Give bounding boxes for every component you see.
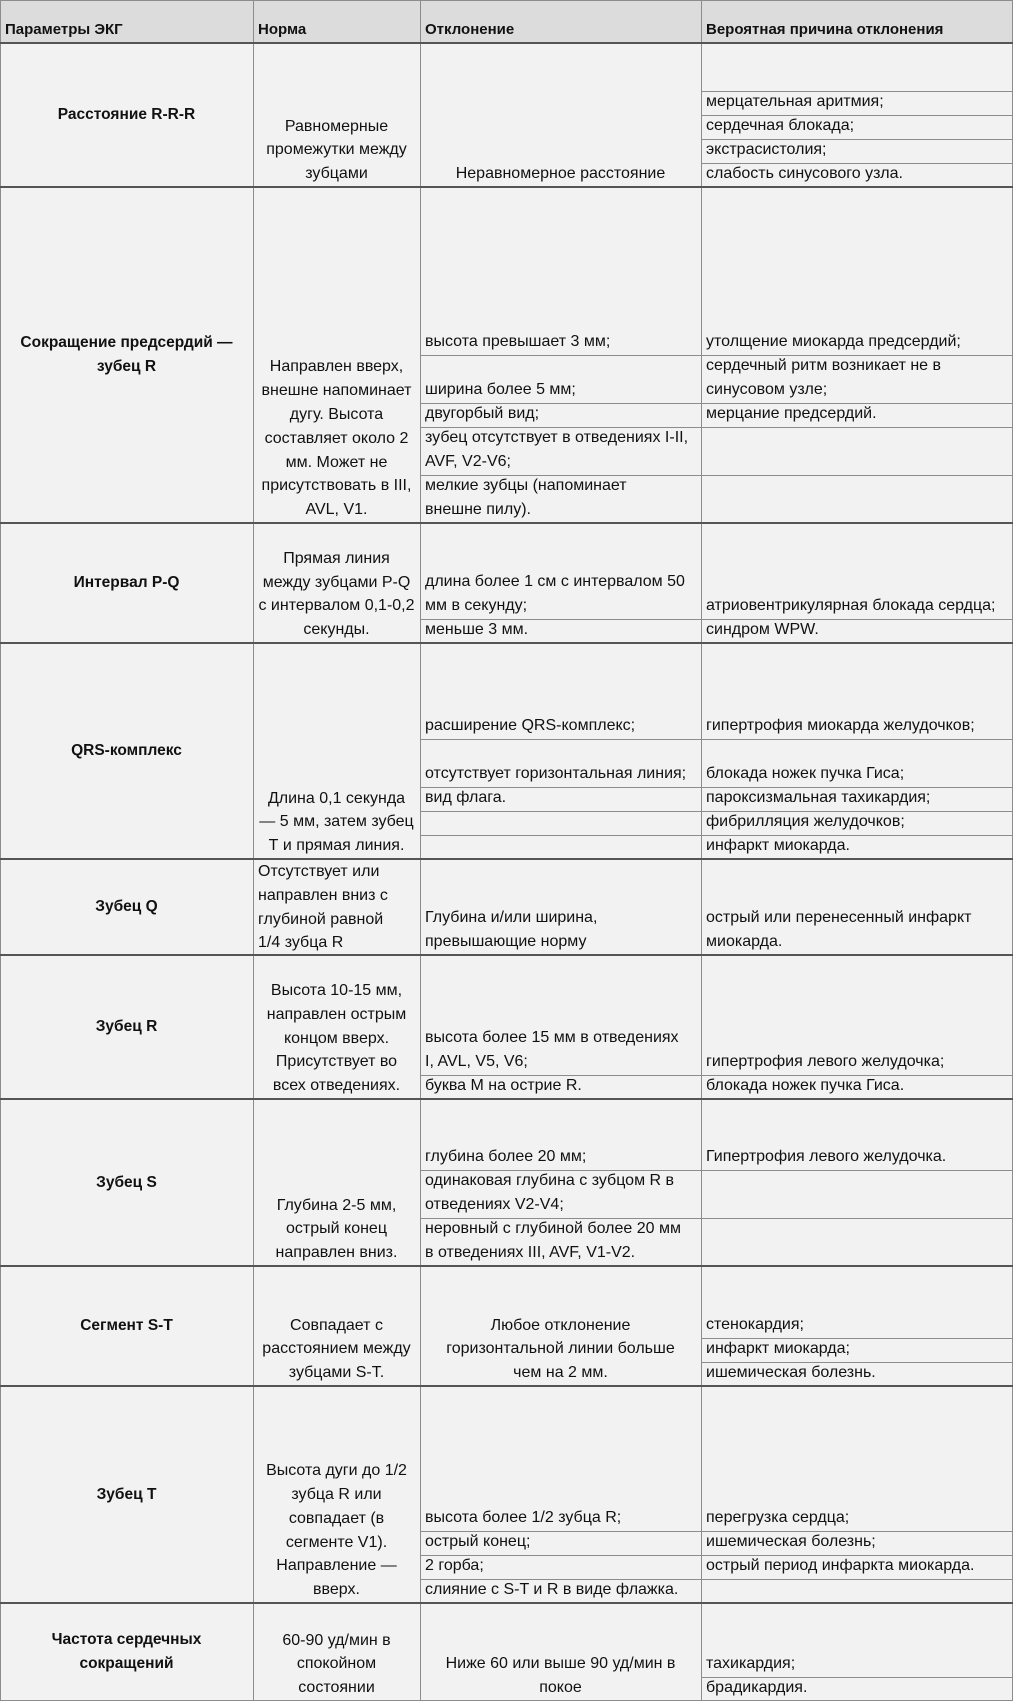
- grid-line: [701, 475, 1013, 476]
- grid-line: [701, 1170, 1013, 1171]
- grid-line: [420, 1579, 701, 1580]
- grid-line: [701, 115, 1013, 116]
- grid-line: [0, 858, 1013, 860]
- cause-item: острый период инфаркта миокарда.: [701, 1555, 1013, 1579]
- grid-line: [701, 1677, 1013, 1678]
- cause-item: пароксизмальная тахикардия;: [701, 787, 1013, 811]
- deviation-item: отсутствует горизонтальная линия;: [420, 739, 701, 787]
- deviation-item: глубина более 20 мм;: [420, 1099, 701, 1170]
- cause-blank: [701, 427, 1013, 475]
- grid-line: [0, 1265, 1013, 1267]
- deviation-item: Неравномерное расстояние: [420, 43, 701, 187]
- cause-item: ишемическая болезнь;: [701, 1531, 1013, 1555]
- cause-item: атриовентрикулярная блокада сердца;: [701, 523, 1013, 619]
- cause-item: слабость синусового узла.: [701, 163, 1013, 187]
- param-cell: QRS-комплекс: [0, 643, 253, 859]
- grid-line: [420, 1075, 701, 1076]
- deviation-item: меньше 3 мм.: [420, 619, 701, 643]
- grid-line: [701, 1362, 1013, 1363]
- cause-item: инфаркт миокарда.: [701, 835, 1013, 859]
- grid-line: [420, 403, 701, 404]
- grid-line: [701, 91, 1013, 92]
- grid-line: [701, 403, 1013, 404]
- header-cause-label: Вероятная причина отклонения: [706, 21, 944, 39]
- grid-line: [0, 642, 1013, 644]
- grid-line: [701, 739, 1013, 740]
- header-norm-label: Норма: [258, 21, 307, 39]
- deviation-item: высота более 15 мм в отведениях I, AVL, V5, V6;: [420, 955, 701, 1075]
- deviation-item: расширение QRS-комплекс;: [420, 643, 701, 739]
- deviation-item: высота более 1/2 зубца R;: [420, 1386, 701, 1531]
- grid-line: [701, 1075, 1013, 1076]
- grid-line: [701, 355, 1013, 356]
- grid-line: [0, 42, 1013, 44]
- cause-item: синдром WPW.: [701, 619, 1013, 643]
- norm-cell: Глубина 2-5 мм, острый конец направлен вниз.: [253, 1099, 420, 1266]
- grid-line: [701, 1579, 1013, 1580]
- cause-item: брадикардия.: [701, 1677, 1013, 1701]
- cause-item: перегрузка сердца;: [701, 1386, 1013, 1531]
- grid-line: [701, 139, 1013, 140]
- header-norm: [253, 0, 420, 43]
- norm-cell: Направлен вверх, внешне напоминает дугу. Высота составляет около 2 мм. Может не присутствовать в III, AVL, V1.: [253, 187, 420, 523]
- grid-line: [420, 787, 701, 788]
- header-param-label: Параметры ЭКГ: [5, 21, 123, 39]
- deviation-item: Ниже 60 или выше 90 уд/мин в покое: [420, 1603, 701, 1701]
- deviation-item: слияние с S-T и R в виде флажка.: [420, 1579, 701, 1603]
- grid-line: [420, 1218, 701, 1219]
- header-cause: [701, 0, 1013, 43]
- deviation-blank: [420, 811, 701, 835]
- cause-item: стенокардия;: [701, 1266, 1013, 1338]
- deviation-item: Любое отклонение горизонтальной линии больше чем на 2 мм.: [420, 1266, 701, 1386]
- deviation-item: 2 горба;: [420, 1555, 701, 1579]
- deviation-item: буква М на острие R.: [420, 1075, 701, 1099]
- grid-line: [420, 811, 701, 812]
- grid-line: [0, 522, 1013, 524]
- deviation-blank: [420, 835, 701, 859]
- cause-blank: [701, 1170, 1013, 1218]
- grid-line: [701, 835, 1013, 836]
- cause-item: тахикардия;: [701, 1603, 1013, 1677]
- grid-line: [0, 0, 1, 1701]
- grid-line: [701, 787, 1013, 788]
- param-cell: Частота сердечных сокращений: [0, 1603, 253, 1701]
- param-cell: Зубец S: [0, 1099, 253, 1266]
- deviation-item: Глубина и/или ширина, превышающие норму: [420, 859, 701, 955]
- grid-line: [420, 427, 701, 428]
- norm-cell: Высота 10-15 мм, направлен острым концом вверх. Присутствует во всех отведениях.: [253, 955, 420, 1099]
- param-cell: Зубец T: [0, 1386, 253, 1603]
- cause-item: блокада ножек пучка Гиса.: [701, 1075, 1013, 1099]
- grid-line: [701, 811, 1013, 812]
- cause-blank: [701, 1218, 1013, 1266]
- grid-line: [701, 619, 1013, 620]
- cause-blank: [701, 43, 1013, 91]
- deviation-item: острый конец;: [420, 1531, 701, 1555]
- grid-line: [420, 835, 701, 836]
- norm-cell: Равномерные промежутки между зубцами: [253, 43, 420, 187]
- deviation-item: вид флага.: [420, 787, 701, 811]
- deviation-item: высота превышает 3 мм;: [420, 187, 701, 355]
- param-cell: Расстояние R-R-R: [0, 43, 253, 187]
- cause-item: сердечный ритм возникает не в синусовом узле;: [701, 355, 1013, 403]
- norm-cell: 60-90 уд/мин в спокойном состоянии: [253, 1603, 420, 1701]
- grid-line: [0, 186, 1013, 188]
- grid-line: [701, 1218, 1013, 1219]
- grid-line: [701, 0, 702, 1701]
- cause-item: мерцание предсердий.: [701, 403, 1013, 427]
- cause-blank: [701, 1579, 1013, 1603]
- cause-item: гипертрофия левого желудочка;: [701, 955, 1013, 1075]
- grid-line: [701, 1338, 1013, 1339]
- deviation-item: ширина более 5 мм;: [420, 355, 701, 403]
- deviation-item: неровный с глубиной более 20 мм в отведениях III, AVF, V1-V2.: [420, 1218, 701, 1266]
- norm-cell: Высота дуги до 1/2 зубца R или совпадает (в сегменте V1). Направление — вверх.: [253, 1386, 420, 1603]
- cause-item: острый или перенесенный инфаркт миокарда.: [701, 859, 1013, 955]
- grid-line: [420, 1531, 701, 1532]
- grid-line: [0, 1602, 1013, 1604]
- cause-item: мерцательная аритмия;: [701, 91, 1013, 115]
- norm-cell: Длина 0,1 секунда — 5 мм, затем зубец Т и прямая линия.: [253, 643, 420, 859]
- grid-line: [420, 1555, 701, 1556]
- grid-line: [0, 1385, 1013, 1387]
- grid-line: [253, 0, 254, 1701]
- deviation-item: двугорбый вид;: [420, 403, 701, 427]
- grid-line: [0, 1098, 1013, 1100]
- norm-cell: Совпадает с расстоянием между зубцами S-T.: [253, 1266, 420, 1386]
- norm-cell: Прямая линия между зубцами P-Q с интервалом 0,1-0,2 секунды.: [253, 523, 420, 643]
- grid-line: [420, 1170, 701, 1171]
- cause-item: сердечная блокада;: [701, 115, 1013, 139]
- grid-line: [420, 475, 701, 476]
- header-param: [0, 0, 253, 43]
- grid-line: [701, 427, 1013, 428]
- param-cell: Интервал P-Q: [0, 523, 253, 643]
- deviation-item: мелкие зубцы (напоминает внешне пилу).: [420, 475, 701, 523]
- grid-line: [0, 0, 1013, 1]
- cause-item: экстрасистолия;: [701, 139, 1013, 163]
- param-cell: Сокращение предсердий — зубец R: [0, 187, 253, 523]
- norm-cell: Отсутствует или направлен вниз с глубиной равной 1/4 зубца R: [253, 859, 420, 955]
- grid-line: [420, 0, 421, 1701]
- cause-item: утолщение миокарда предсердий;: [701, 187, 1013, 355]
- grid-line: [701, 1531, 1013, 1532]
- cause-item: ишемическая болезнь.: [701, 1362, 1013, 1386]
- deviation-item: длина более 1 см с интервалом 50 мм в секунду;: [420, 523, 701, 619]
- grid-line: [420, 619, 701, 620]
- deviation-item: одинаковая глубина с зубцом R в отведениях V2-V4;: [420, 1170, 701, 1218]
- grid-line: [0, 954, 1013, 956]
- grid-line: [701, 1555, 1013, 1556]
- cause-item: фибрилляция желудочков;: [701, 811, 1013, 835]
- cause-blank: [701, 475, 1013, 523]
- grid-line: [420, 739, 701, 740]
- header-deviation: [420, 0, 701, 43]
- cause-item: блокада ножек пучка Гиса;: [701, 739, 1013, 787]
- param-cell: Зубец R: [0, 955, 253, 1099]
- cause-item: гипертрофия миокарда желудочков;: [701, 643, 1013, 739]
- cause-item: Гипертрофия левого желудочка.: [701, 1099, 1013, 1170]
- cause-item: инфаркт миокарда;: [701, 1338, 1013, 1362]
- deviation-item: зубец отсутствует в отведениях I-II, AVF, V2-V6;: [420, 427, 701, 475]
- param-cell: Зубец Q: [0, 859, 253, 955]
- grid-line: [701, 163, 1013, 164]
- param-cell: Сегмент S-T: [0, 1266, 253, 1386]
- header-deviation-label: Отклонение: [425, 21, 515, 39]
- grid-line: [420, 355, 701, 356]
